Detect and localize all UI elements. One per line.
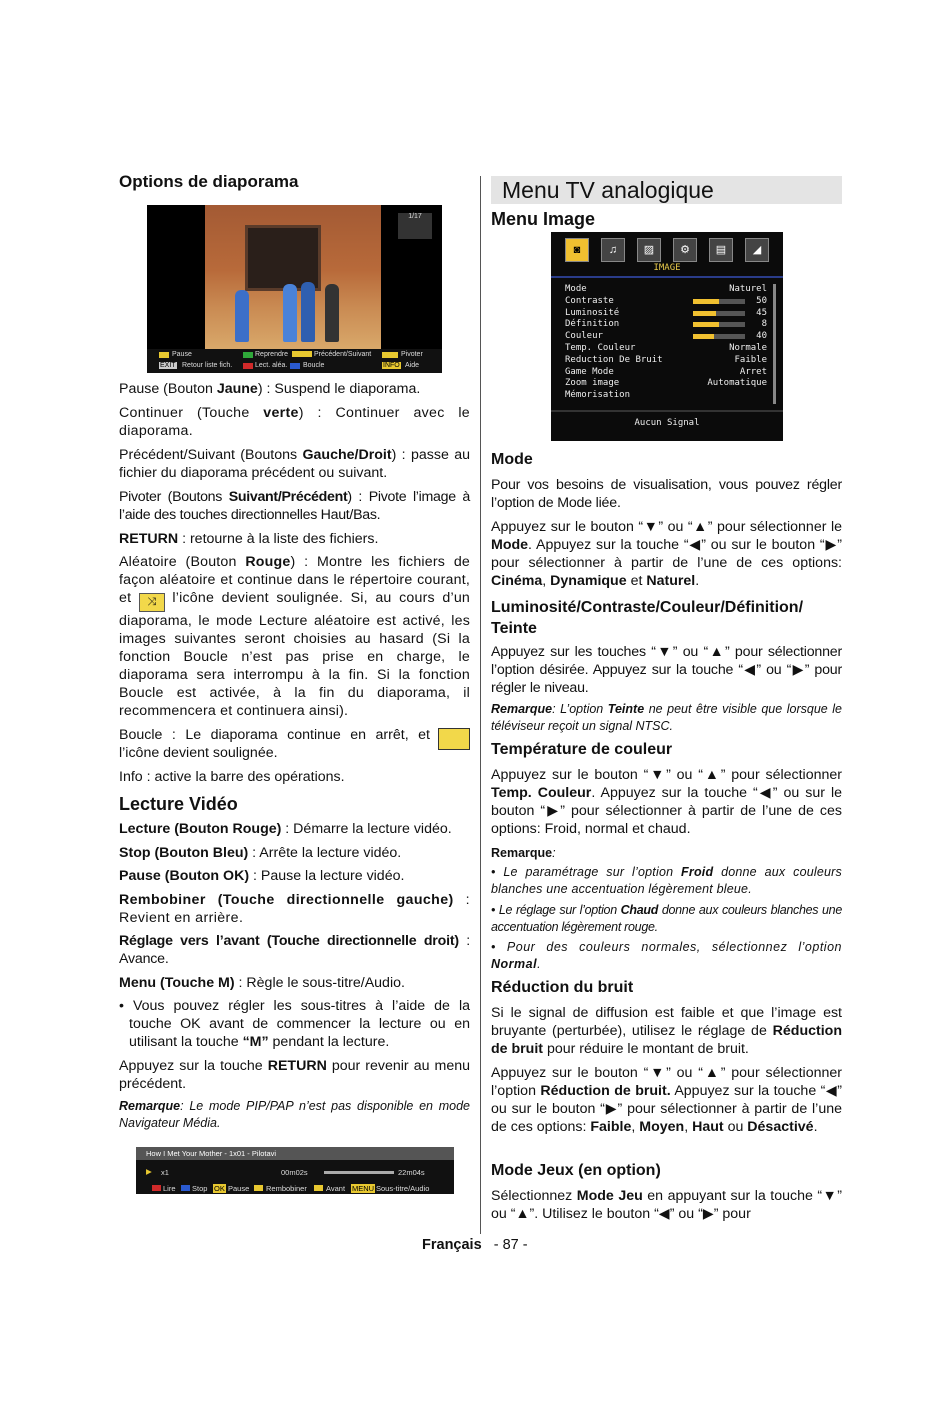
red-key-icon — [152, 1185, 161, 1191]
p-aleatoire: Aléatoire (Bouton Rouge) : Montre les fichiers de façon aléatoire et continue dans le répertoire courant, et ⤨ l’icône devient soulignée. Si, au cours d’un diaporama, le mode Lecture aléatoire est activé, les images suivantes seront choisies au hasard (Si la fonction Boucle n’est pas prise en charge, le diaporama sera interrompu à la fin. Si la fonction Boucle est activée, à la fin du diaporama, il recommencera et continuera ainsi). — [119, 554, 471, 719]
temp-heading: Température de couleur — [491, 741, 673, 758]
level-bar[interactable] — [693, 299, 745, 304]
page-footer — [422, 1237, 528, 1253]
yellow-key-icon — [159, 352, 169, 358]
lect-alea-label: Lect. aléa. — [255, 362, 288, 369]
tv-image-menu-screenshot — [551, 232, 783, 441]
menu-row[interactable] — [565, 284, 767, 296]
jeux-heading: Mode Jeux (en option) — [491, 1162, 661, 1179]
slideshow-options-heading: Options de diaporama — [119, 172, 299, 191]
blue-key-icon — [181, 1185, 190, 1191]
photo-scene — [205, 205, 381, 350]
temp-remarque: Remarque: — [491, 846, 556, 860]
menu-title: IMAGE — [653, 263, 681, 273]
luminosite-heading: Luminosité/Contraste/Couleur/Définition/ Teinte — [491, 599, 804, 637]
child-figure — [235, 290, 249, 342]
boucle-label: Boucle — [303, 362, 325, 369]
menu-row-label: Luminosité — [565, 307, 620, 318]
pause-label: Pause — [228, 1184, 250, 1193]
mode-p2: Appuyez sur le bouton “▼” ou “▲” pour sélectionner le Mode. Appuyez sur la touche “◀” ou sur le bouton “▶” pour sélectionner à partir de l’une de ces options: Cinéma, Dynamique et Naturel. — [491, 519, 842, 589]
bruit-p2: Appuyez sur le bouton “▼” ou “▲” pour sélectionner l’option Réduction de bruit. Appuyez sur la touche “◀” ou sur le bouton “▶” pour sélectionner à partir de l’une de ces options: Faible, Moyen, Haut ou Désactivé. — [491, 1065, 842, 1135]
list-icon: ▤ — [709, 238, 733, 262]
section-banner: Menu TV analogique — [491, 176, 842, 204]
info-key: INFO — [383, 362, 400, 369]
lum-p: Appuyez sur les touches “▼” ou “▲” pour sélectionner l’option désirée. Appuyez sur la touche “◀” ou “▶” pour régler le niveau. — [491, 644, 842, 696]
menu-row-value: Normale — [729, 343, 767, 353]
v-return: Appuyez sur la touche RETURN pour revenir au menu précédent. — [119, 1058, 470, 1092]
menu-row-value: Arret — [739, 366, 767, 377]
v-bullet: • Vous pouvez régler les sous-titres à l’aide de la touche OK avant de commencer la lecture ou en utilisant la touche “M” pendant la lecture. — [119, 998, 470, 1050]
speed-label: x1 — [161, 1168, 169, 1177]
prec-suiv-label: Précédent/Suivant — [314, 351, 372, 358]
menu-row[interactable] — [565, 390, 767, 402]
lire-label: Lire — [163, 1184, 176, 1193]
aide-label: Aide — [405, 362, 420, 369]
menu-row-label: Contraste — [565, 295, 614, 306]
right-key-icon — [314, 1185, 323, 1191]
v-pause: Pause (Bouton OK) : Pause la lecture vidéo. — [119, 868, 405, 884]
child-figure — [301, 282, 315, 342]
video-control-screenshot — [136, 1147, 454, 1194]
camera-icon: ◙ — [565, 238, 589, 262]
shuffle-icon: ⤨ — [139, 593, 165, 612]
column-divider — [480, 176, 481, 1234]
v-avant: Réglage vers l’avant (Touche directionnelle droit) : Avance. — [119, 933, 471, 967]
ok-key: OK — [214, 1184, 225, 1193]
menu-row[interactable] — [565, 378, 767, 390]
slide-counter: 1/17 — [398, 213, 432, 239]
menu-row-label: Zoom image — [565, 378, 620, 389]
menu-row-value: Naturel — [729, 284, 767, 294]
total-time: 22m04s — [398, 1168, 425, 1177]
v-lecture: Lecture (Bouton Rouge) : Démarre la lecture vidéo. — [119, 821, 452, 837]
menu-row[interactable] — [565, 367, 767, 379]
menu-divider — [551, 276, 783, 278]
menu-row[interactable] — [565, 296, 767, 308]
menu-scrollbar — [773, 284, 776, 404]
pattern-icon: ▨ — [637, 238, 661, 262]
menu-row-label: Game Mode — [565, 366, 614, 377]
stop-label: Stop — [192, 1184, 208, 1193]
menu-row-value: 50 — [756, 295, 767, 306]
menu-row-label: Couleur — [565, 331, 603, 342]
soustitre-label: Sous-titre/Audio — [376, 1184, 430, 1193]
up-down-keys-icon — [382, 352, 398, 358]
slideshow-screenshot — [147, 205, 442, 373]
temp-b3: • Pour des couleurs normales, sélectionnez l’option Normal. — [491, 940, 842, 971]
p-continuer: Continuer (Touche verte) : Continuer avec le diaporama. — [119, 405, 470, 439]
red-key-icon — [243, 363, 253, 369]
page-number: - 87 - — [493, 1237, 528, 1253]
menu-row[interactable] — [565, 331, 767, 343]
music-icon: ♫ — [601, 238, 625, 262]
child-figure — [325, 284, 339, 342]
rembobiner-label: Rembobiner — [266, 1184, 307, 1193]
p-precedent: Précédent/Suivant (Boutons Gauche/Droit) : passe au fichier du diaporama précédent ou suivant. — [119, 447, 471, 481]
menu-row[interactable] — [565, 355, 767, 367]
signal-icon: ◢ — [745, 238, 769, 262]
menu-row[interactable] — [565, 308, 767, 320]
footer-language: Français — [422, 1237, 482, 1253]
p-pivoter: Pivoter (Boutons Suivant/Précédent) : Pivote l’image à l’aide des touches directionnelles Haut/Bas. — [119, 489, 470, 523]
temp-b2: • Le réglage sur l’option Chaud donne aux couleurs blanches une accentuation légèrement rouge. — [491, 903, 842, 934]
progress-bar — [324, 1171, 394, 1174]
menu-row-label: Mémorisation — [565, 390, 631, 401]
menu-status: Aucun Signal — [551, 410, 783, 436]
child-figure — [283, 284, 297, 342]
temp-p: Appuyez sur le bouton “▼” ou “▲” pour sélectionner Temp. Couleur. Appuyez sur la touche “◀” ou sur le bouton “▶” pour sélectionner à partir de l’une de ces options: Froid, normal et chaud. — [491, 767, 842, 837]
p-pause: Pause (Bouton Jaune) : Suspend le diaporama. — [119, 381, 421, 397]
temp-b1: • Le paramétrage sur l’option Froid donne aux couleurs blanches une accentuation légèrement bleue. — [491, 865, 842, 896]
level-bar[interactable] — [693, 311, 745, 316]
jeux-p: Sélectionnez Mode Jeu en appuyant sur la touche “▼” ou “▲”. Utilisez le bouton “◀” ou “▶” pour — [491, 1188, 843, 1222]
play-icon: ▶ — [146, 1167, 152, 1176]
menu-row-value: 40 — [756, 331, 767, 342]
mode-heading: Mode — [491, 451, 533, 468]
slideshow-control-bar — [147, 349, 442, 373]
elapsed-time: 00m02s — [281, 1168, 308, 1177]
menu-key: MENU — [352, 1184, 375, 1193]
avant-label: Avant — [326, 1184, 346, 1193]
menu-row-value: 8 — [761, 319, 767, 330]
exit-key: EXIT — [160, 362, 176, 369]
bruit-p1: Si le signal de diffusion est faible et que l’image est bruyante (perturbée), utilisez le réglage de Réduction de bruit pour réduire le montant de bruit. — [491, 1005, 842, 1057]
reprendre-label: Reprendre — [255, 351, 289, 358]
p-info: Info : active la barre des opérations. — [119, 769, 345, 785]
v-rembobiner: Rembobiner (Touche directionnelle gauche) : Revient en arrière. — [119, 892, 470, 926]
retour-label: Retour liste fich. — [182, 362, 233, 369]
loop-icon — [438, 728, 470, 750]
v-menu: Menu (Touche M) : Règle le sous-titre/Audio. — [119, 975, 405, 991]
p-boucle: Boucle : Le diaporama continue en arrêt, et l’icône devient soulignée. — [119, 726, 470, 762]
mode-p1: Pour vos besoins de visualisation, vous pouvez régler l’option de Mode liée. — [491, 477, 842, 511]
left-right-keys-icon — [292, 351, 312, 357]
p-return: RETURN : retourne à la liste des fichiers. — [119, 531, 379, 547]
menu-row-label: Reduction De Bruit — [565, 354, 663, 365]
blue-key-icon — [290, 363, 300, 369]
menu-row-label: Mode — [565, 284, 587, 294]
level-bar[interactable] — [693, 322, 745, 327]
pivoter-label: Pivoter — [401, 351, 423, 358]
video-title-bar: How I Met Your Mother - 1x01 - Pilotavi — [136, 1147, 454, 1160]
menu-row-value: Faible — [734, 354, 767, 365]
menu-row[interactable] — [565, 343, 767, 355]
level-bar[interactable] — [693, 334, 745, 339]
bruit-heading: Réduction du bruit — [491, 979, 634, 996]
green-key-icon — [243, 352, 253, 358]
menu-row-label: Temp. Couleur — [565, 343, 636, 353]
gear-icon: ⚙ — [673, 238, 697, 262]
v-stop: Stop (Bouton Bleu) : Arrête la lecture vidéo. — [119, 845, 402, 861]
pause-label: Pause — [172, 351, 192, 358]
lum-note: Remarque: L’option Teinte ne peut être visible que lorsque le téléviseur reçoit un signal NTSC. — [491, 702, 843, 733]
menu-row-label: Définition — [565, 319, 620, 330]
menu-image-heading: Menu Image — [491, 209, 596, 229]
v-note: Remarque: Le mode PIP/PAP n’est pas disponible en mode Navigateur Média. — [119, 1099, 470, 1130]
menu-row-value: Automatique — [707, 378, 767, 389]
menu-row-value: 45 — [756, 307, 767, 318]
video-playback-heading: Lecture Vidéo — [119, 794, 238, 814]
menu-row[interactable] — [565, 319, 767, 331]
left-key-icon — [254, 1185, 263, 1191]
